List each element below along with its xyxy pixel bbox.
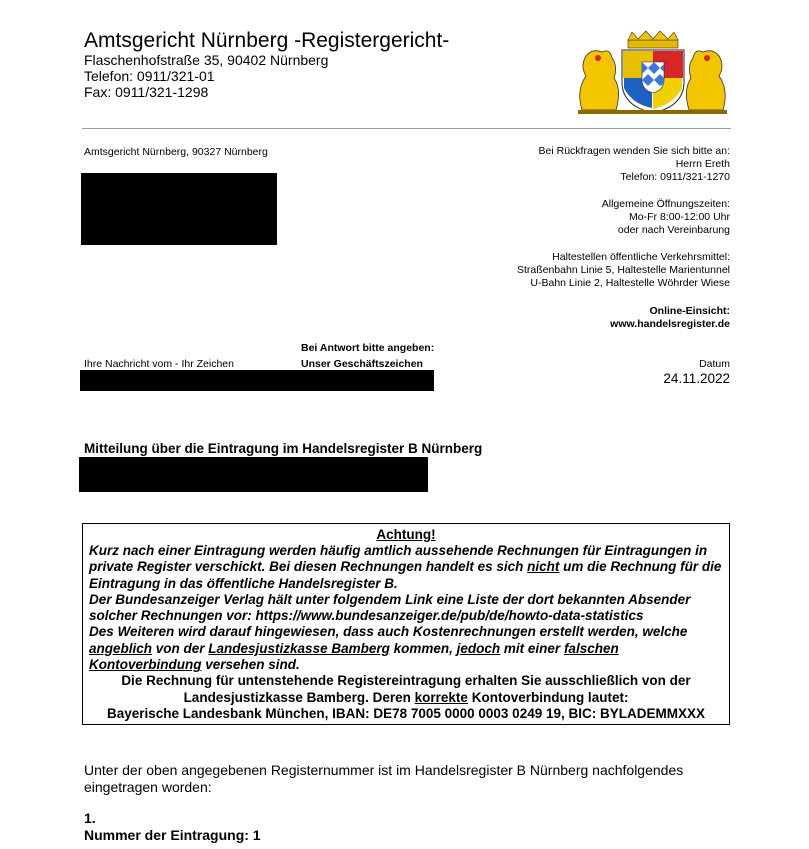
notice-paragraph-correct-account: Die Rechnung für untenstehende Registereintragung erhalten Sie ausschließlich von der Landesjustizkasse Bamberg. Deren korrekte Kontoverbindung lautet:: [121, 673, 691, 705]
notice-bank-details: Bayerische Landesbank München, IBAN: DE78 7005 0000 0003 0249 19, BIC: BYLADEMMXXX: [107, 705, 705, 721]
coat-of-arms-icon: [572, 30, 733, 114]
online-url[interactable]: www.handelsregister.de: [610, 318, 730, 330]
date-label: Datum: [699, 358, 730, 370]
transit-label: Haltestellen öffentliche Verkehrsmittel:: [552, 251, 730, 263]
notice-paragraph-publisher-list: Der Bundesanzeiger Verlag hält unter folgendem Link eine Liste der dort bekannten Absender solcher Rechnungen vor: https://www.bundesanzeiger.de/pub/de/howto-data-statistics: [89, 591, 691, 624]
queries-label: Bei Rückfragen wenden Sie sich bitte an:: [538, 145, 730, 157]
court-address: Flaschenhofstraße 35, 90402 Nürnberg: [84, 52, 329, 68]
letter-subject: Mitteilung über die Eintragung im Handelsregister B Nürnberg: [84, 441, 483, 456]
sender-line: Amtsgericht Nürnberg, 90327 Nürnberg: [84, 146, 268, 158]
redacted-company-name: [79, 457, 428, 492]
notice-title: Achtung!: [376, 527, 436, 542]
notice-paragraph-invoices: Kurz nach einer Eintragung werden häufig amtlich aussehende Rechnungen für Eintragungen in private Register verschickt. Bei diesen Rechnungen handelt es sich nicht um die Rechnung für die Eintragung in das öffentliche Handelsregister B.: [89, 543, 722, 591]
court-fax: Fax: 0911/321-1298: [84, 84, 209, 100]
contact-phone: Telefon: 0911/321-1270: [620, 171, 730, 183]
warning-notice: [82, 523, 730, 725]
redacted-recipient-address: [81, 173, 277, 245]
hours-line-2: oder nach Vereinbarung: [617, 224, 730, 236]
your-message-label: Ihre Nachricht vom - Ihr Zeichen: [84, 358, 234, 370]
court-name: Amtsgericht Nürnberg -Registergericht-: [84, 29, 450, 52]
case-number-label: Unser Geschäftszeichen: [301, 358, 423, 370]
entry-index: 1.: [84, 810, 96, 826]
redacted-case-number: [80, 370, 434, 391]
entry-number-label: Nummer der Eintragung: 1: [84, 827, 261, 843]
contact-name: Herrn Ereth: [675, 158, 730, 170]
transit-line-2: U-Bahn Linie 2, Haltestelle Wöhrder Wiese: [530, 277, 730, 289]
body-paragraph: Unter der oben angegebenen Registernummer ist im Handelsregister B Nürnberg nachfolgendes eingetragen worden:: [84, 762, 684, 795]
letter-date: 24.11.2022: [663, 371, 730, 386]
transit-line-1: Straßenbahn Linie 5, Haltestelle Marientunnel: [516, 264, 730, 276]
header-divider: [82, 128, 731, 129]
online-label: Online-Einsicht:: [649, 305, 730, 317]
notice-paragraph-fake-invoices: Des Weiteren wird darauf hingewiesen, dass auch Kostenrechnungen erstellt werden, welche angeblich von der Landesjustizkasse Bamberg kommen, jedoch mit einer falschen Kontoverbindung versehen sind.: [89, 624, 688, 673]
reply-label: Bei Antwort bitte angeben:: [301, 342, 435, 354]
court-phone: Telefon: 0911/321-01: [84, 68, 215, 84]
hours-line-1: Mo-Fr 8:00-12:00 Uhr: [629, 211, 730, 223]
hours-label: Allgemeine Öffnungszeiten:: [601, 198, 730, 210]
